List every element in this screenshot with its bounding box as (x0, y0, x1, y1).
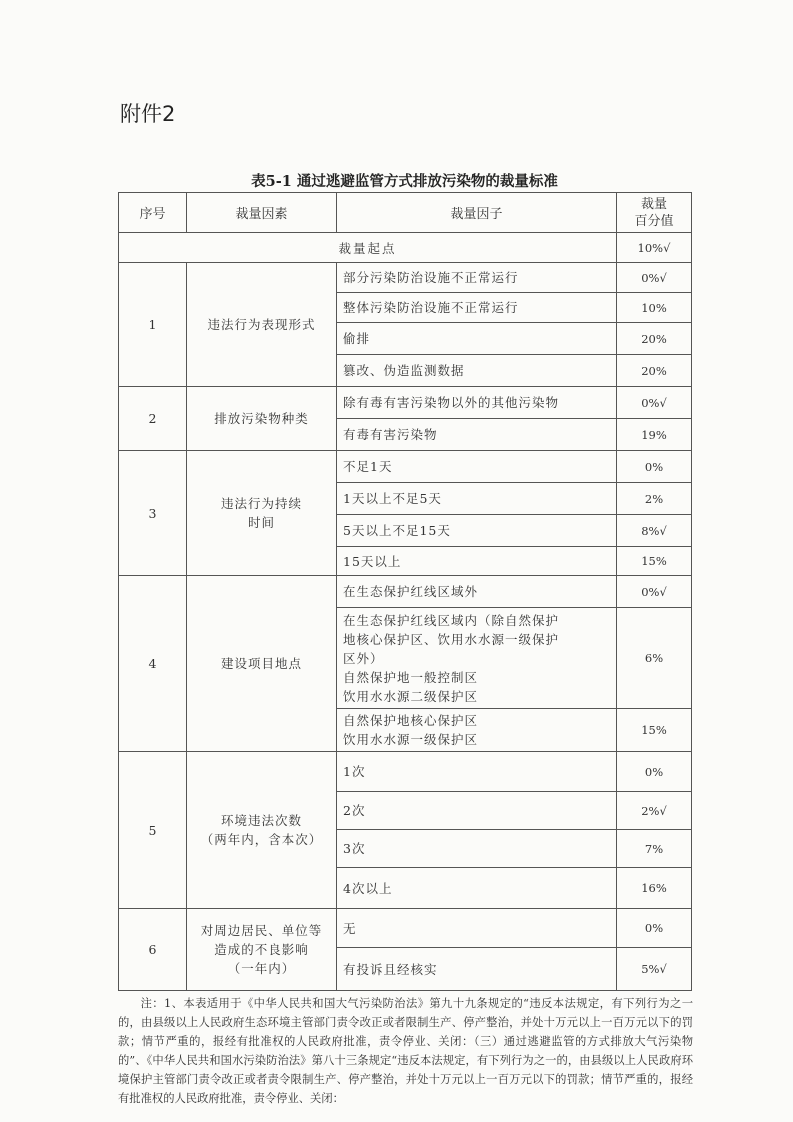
factor-item: 5天以上不足15天 (337, 515, 617, 547)
percent-value: 15% (617, 709, 692, 752)
percent-value: 2% (617, 483, 692, 515)
start-value: 10%√ (617, 233, 692, 263)
factor-item: 偷排 (337, 323, 617, 355)
factor-item: 不足1天 (337, 451, 617, 483)
factor-item: 无 (337, 909, 617, 948)
start-label: 裁量起点 (119, 233, 617, 263)
group-factor: 建设项目地点 (187, 576, 337, 752)
table-caption: 表5-1 通过逃避监管方式排放污染物的裁量标准 (251, 173, 558, 190)
table-row (119, 576, 692, 608)
percent-value: 20% (617, 323, 692, 355)
factor-item: 有毒有害污染物 (337, 419, 617, 451)
percent-value: 20% (617, 355, 692, 387)
factor-item: 1天以上不足5天 (337, 483, 617, 515)
table-row (119, 387, 692, 419)
factor-item: 整体污染防治设施不正常运行 (337, 293, 617, 323)
factor-item: 在生态保护红线区域外 (337, 576, 617, 608)
group-factor: 违法行为持续 时间 (187, 451, 337, 576)
percent-value: 10% (617, 293, 692, 323)
percent-value: 2%√ (617, 792, 692, 830)
factor-item: 15天以上 (337, 547, 617, 576)
percent-value: 5%√ (617, 948, 692, 991)
factor-item: 在生态保护红线区域内（除自然保护 地核心保护区、饮用水水源一级保护 区外） 自然保护地一般控制区 饮用水水源二级保护区 (337, 608, 617, 709)
percent-value: 15% (617, 547, 692, 576)
percent-value: 16% (617, 868, 692, 909)
header-factor: 裁量因素 (187, 193, 337, 233)
factor-item: 部分污染防治设施不正常运行 (337, 263, 617, 293)
percent-value: 8%√ (617, 515, 692, 547)
percent-value: 0%√ (617, 263, 692, 293)
percent-value: 7% (617, 830, 692, 868)
group-number: 6 (119, 909, 187, 991)
group-number: 5 (119, 752, 187, 909)
table-row (119, 451, 692, 483)
group-factor: 违法行为表现形式 (187, 263, 337, 387)
factor-item: 自然保护地核心保护区 饮用水水源一级保护区 (337, 709, 617, 752)
factor-item: 除有毒有害污染物以外的其他污染物 (337, 387, 617, 419)
factor-item: 4次以上 (337, 868, 617, 909)
factor-item: 1次 (337, 752, 617, 792)
percent-value: 6% (617, 608, 692, 709)
percent-value: 0% (617, 909, 692, 948)
header-no: 序号 (119, 193, 187, 233)
percent-value: 0%√ (617, 576, 692, 608)
table-header-row (119, 193, 692, 233)
group-number: 3 (119, 451, 187, 576)
table-row (119, 752, 692, 792)
header-item: 裁量因子 (337, 193, 617, 233)
footnote: 注：1、本表适用于《中华人民共和国大气污染防治法》第九十九条规定的“违反本法规定，有下列行为之一的，由县级以上人民政府生态环境主管部门责令改正或者限制生产、停产整治，并处十万元以上一百万元以下的罚款；情节严重的，报经有批准权的人民政府批准，责令停业、关闭：（三）通过逃避监管的方式排放大气污染物的”、《中华人民共和国水污染防治法》第八十三条规定“违反本法规定，有下列行为之一的，由县级以上人民政府环境保护主管部门责令改正或者责令限制生产、停产整治，并处十万元以上一百万元以下的罚款；情节严重的，报经有批准权的人民政府批准，责令停业、关闭： (118, 997, 693, 1105)
table-row (119, 263, 692, 293)
percent-value: 0% (617, 752, 692, 792)
factor-item: 2次 (337, 792, 617, 830)
group-number: 2 (119, 387, 187, 451)
header-percent: 裁量 百分值 (617, 193, 692, 233)
group-number: 4 (119, 576, 187, 752)
percent-value: 0%√ (617, 387, 692, 419)
attachment-label: 附件2 (120, 102, 176, 126)
factor-item: 3次 (337, 830, 617, 868)
discretion-standard-table (118, 192, 692, 991)
group-factor: 对周边居民、单位等 造成的不良影响 （一年内） (187, 909, 337, 991)
factor-item: 篡改、伪造监测数据 (337, 355, 617, 387)
group-number: 1 (119, 263, 187, 387)
table-row (119, 909, 692, 948)
group-factor: 排放污染物种类 (187, 387, 337, 451)
percent-value: 19% (617, 419, 692, 451)
group-factor: 环境违法次数 （两年内，含本次） (187, 752, 337, 909)
start-row (119, 233, 692, 263)
percent-value: 0% (617, 451, 692, 483)
factor-item: 有投诉且经核实 (337, 948, 617, 991)
